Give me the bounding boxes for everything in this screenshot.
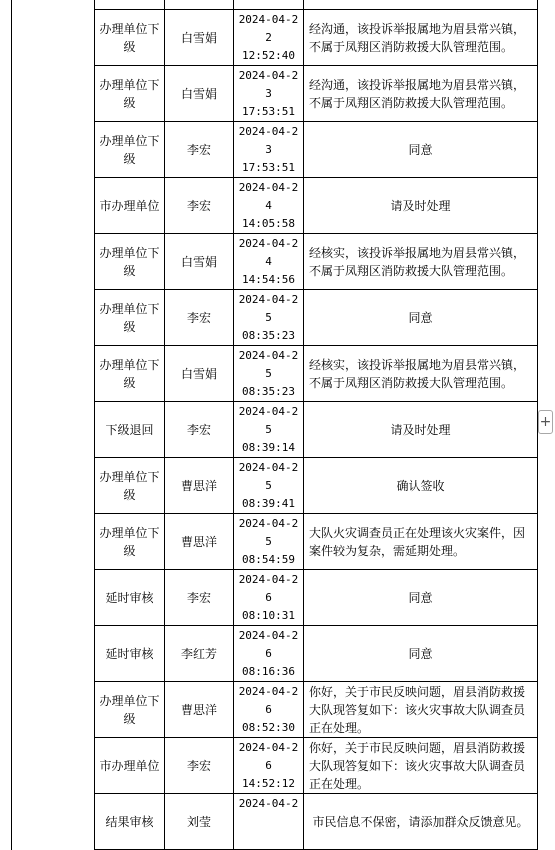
time-line: 14:54:56 <box>242 272 295 286</box>
opinion-cell <box>304 234 538 290</box>
processing-record-table <box>94 0 538 850</box>
opinion-cell <box>304 290 538 346</box>
time-line <box>234 831 303 849</box>
time-line: 17:53:51 <box>242 104 295 118</box>
time-line: 08:54:59 <box>242 552 295 566</box>
table-row <box>95 794 538 850</box>
time-line: 2024-04-2 <box>238 516 299 530</box>
time-cell <box>234 682 304 738</box>
table-row <box>95 514 538 570</box>
person-cell: 李宏 <box>165 178 234 234</box>
opinion-text: 请及时处理 <box>390 422 451 437</box>
opinion-text: 同意 <box>408 646 433 661</box>
opinion-cell <box>304 738 538 794</box>
time-cell <box>234 458 304 514</box>
time-line: 2024-04-2 <box>238 68 299 82</box>
dept-cell <box>95 0 165 10</box>
time-line: 2024-04-2 <box>238 684 299 698</box>
opinion-text: 经核实，该投诉举报属地为眉县常兴镇，不属于凤翔区消防救援大队管理范围。 <box>309 245 526 278</box>
person-cell: 李宏 <box>165 290 234 346</box>
add-row-button[interactable]: + <box>538 410 553 434</box>
time-line: 5 <box>265 534 272 548</box>
dept-cell: 办理单位下级 <box>95 10 165 66</box>
opinion-text: 同意 <box>408 142 433 157</box>
person-cell <box>165 0 234 10</box>
opinion-cell <box>304 178 538 234</box>
opinion-text: 经沟通，该投诉举报属地为眉县常兴镇，不属于凤翔区消防救援大队管理范围。 <box>309 77 526 110</box>
opinion-text: 你好，关于市民反映问题，眉县消防救援大队现答复如下：该火灾事故大队调查员正在处理。 <box>309 740 526 791</box>
opinion-text: 你好，关于市民反映问题，眉县消防救援大队现答复如下：该火灾事故大队调查员正在处理。 <box>309 684 526 735</box>
table-row <box>95 290 538 346</box>
time-cell <box>234 402 304 458</box>
time-cell <box>234 10 304 66</box>
dept-cell: 延时审核 <box>95 626 165 682</box>
time-line: 3 <box>265 142 272 156</box>
time-cell <box>234 0 304 10</box>
time-line: 5 <box>265 366 272 380</box>
opinion-text: 同意 <box>408 310 433 325</box>
person-cell: 曹思洋 <box>165 682 234 738</box>
time-cell <box>234 290 304 346</box>
opinion-text: 确认签收 <box>396 478 445 493</box>
time-line: 4 <box>265 254 272 268</box>
dept-cell: 结果审核 <box>95 794 165 850</box>
person-cell: 白雪娟 <box>165 234 234 290</box>
time-cell <box>234 794 304 850</box>
opinion-cell <box>304 514 538 570</box>
time-line: 08:39:41 <box>242 496 295 510</box>
person-cell: 曹思洋 <box>165 458 234 514</box>
dept-cell: 办理单位下级 <box>95 290 165 346</box>
time-line: 2024-04-2 <box>238 404 299 418</box>
person-cell: 刘莹 <box>165 794 234 850</box>
time-line: 4 <box>265 198 272 212</box>
time-line: 08:35:23 <box>242 328 295 342</box>
opinion-cell <box>304 402 538 458</box>
time-line: 6 <box>265 590 272 604</box>
opinion-text: 经核实，该投诉举报属地为眉县常兴镇，不属于凤翔区消防救援大队管理范围。 <box>309 357 526 390</box>
dept-cell: 办理单位下级 <box>95 234 165 290</box>
table-row <box>95 234 538 290</box>
time-line: 2024-04-2 <box>238 740 299 754</box>
time-line: 5 <box>265 478 272 492</box>
opinion-cell <box>304 66 538 122</box>
time-line <box>234 0 303 9</box>
person-cell: 李宏 <box>165 738 234 794</box>
person-cell: 李宏 <box>165 122 234 178</box>
time-line: 5 <box>265 310 272 324</box>
processing-record-table-wrap <box>94 0 538 850</box>
time-line: 2024-04-2 <box>238 292 299 306</box>
time-line: 08:52:30 <box>242 720 295 734</box>
time-line: 08:39:14 <box>242 440 295 454</box>
dept-cell: 市办理单位 <box>95 738 165 794</box>
time-line: 14:52:12 <box>242 776 295 790</box>
person-cell: 白雪娟 <box>165 346 234 402</box>
dept-cell: 市办理单位 <box>95 178 165 234</box>
person-cell: 李宏 <box>165 570 234 626</box>
opinion-text: 经沟通，该投诉举报属地为眉县常兴镇，不属于凤翔区消防救援大队管理范围。 <box>309 21 526 54</box>
person-cell: 李宏 <box>165 402 234 458</box>
table-row <box>95 682 538 738</box>
page-border-left <box>11 0 12 850</box>
table-row <box>95 66 538 122</box>
time-line: 2024-04-2 <box>238 460 299 474</box>
table-row <box>95 570 538 626</box>
table-row <box>95 178 538 234</box>
opinion-cell <box>304 570 538 626</box>
time-line: 08:10:31 <box>242 608 295 622</box>
opinion-cell <box>304 122 538 178</box>
opinion-cell <box>304 794 538 850</box>
time-line: 2024-04-2 <box>238 796 299 810</box>
time-line: 3 <box>265 86 272 100</box>
time-line: 6 <box>265 646 272 660</box>
time-line <box>234 813 303 831</box>
time-line: 2024-04-2 <box>238 180 299 194</box>
time-line: 6 <box>265 758 272 772</box>
time-line: 2024-04-2 <box>238 236 299 250</box>
opinion-cell <box>304 0 538 10</box>
table-row <box>95 346 538 402</box>
opinion-cell <box>304 10 538 66</box>
table-row <box>95 738 538 794</box>
person-cell: 曹思洋 <box>165 514 234 570</box>
opinion-cell <box>304 626 538 682</box>
opinion-text: 请及时处理 <box>390 198 451 213</box>
time-cell <box>234 66 304 122</box>
person-cell: 白雪娟 <box>165 66 234 122</box>
person-cell: 白雪娟 <box>165 10 234 66</box>
person-cell: 李红芳 <box>165 626 234 682</box>
dept-cell: 办理单位下级 <box>95 66 165 122</box>
time-line: 08:35:23 <box>242 384 295 398</box>
time-line: 2 <box>265 30 272 44</box>
dept-cell: 下级退回 <box>95 402 165 458</box>
dept-cell: 延时审核 <box>95 570 165 626</box>
time-cell <box>234 122 304 178</box>
time-line: 08:16:36 <box>242 664 295 678</box>
dept-cell: 办理单位下级 <box>95 514 165 570</box>
time-cell <box>234 570 304 626</box>
time-line: 14:05:58 <box>242 216 295 230</box>
time-cell <box>234 738 304 794</box>
dept-cell: 办理单位下级 <box>95 458 165 514</box>
table-row <box>95 10 538 66</box>
table-row <box>95 0 538 10</box>
time-line: 6 <box>265 702 272 716</box>
time-line: 12:52:40 <box>242 48 295 62</box>
table-row <box>95 458 538 514</box>
table-row <box>95 626 538 682</box>
opinion-cell <box>304 458 538 514</box>
dept-cell: 办理单位下级 <box>95 346 165 402</box>
time-line: 2024-04-2 <box>238 12 299 26</box>
time-line: 2024-04-2 <box>238 572 299 586</box>
time-cell <box>234 514 304 570</box>
time-line: 2024-04-2 <box>238 124 299 138</box>
time-cell <box>234 626 304 682</box>
opinion-text: 市民信息不保密，请添加群众反馈意见。 <box>312 814 529 829</box>
time-cell <box>234 346 304 402</box>
time-line: 17:53:51 <box>242 160 295 174</box>
table-row <box>95 122 538 178</box>
opinion-text: 大队火灾调查员正在处理该火灾案件，因案件较为复杂，需延期处理。 <box>309 525 526 558</box>
opinion-cell <box>304 682 538 738</box>
time-line: 2024-04-2 <box>238 348 299 362</box>
opinion-cell <box>304 346 538 402</box>
dept-cell: 办理单位下级 <box>95 122 165 178</box>
dept-cell: 办理单位下级 <box>95 682 165 738</box>
time-cell <box>234 234 304 290</box>
table-row <box>95 402 538 458</box>
time-line: 2024-04-2 <box>238 628 299 642</box>
time-cell <box>234 178 304 234</box>
time-line: 5 <box>265 422 272 436</box>
opinion-text: 同意 <box>408 590 433 605</box>
